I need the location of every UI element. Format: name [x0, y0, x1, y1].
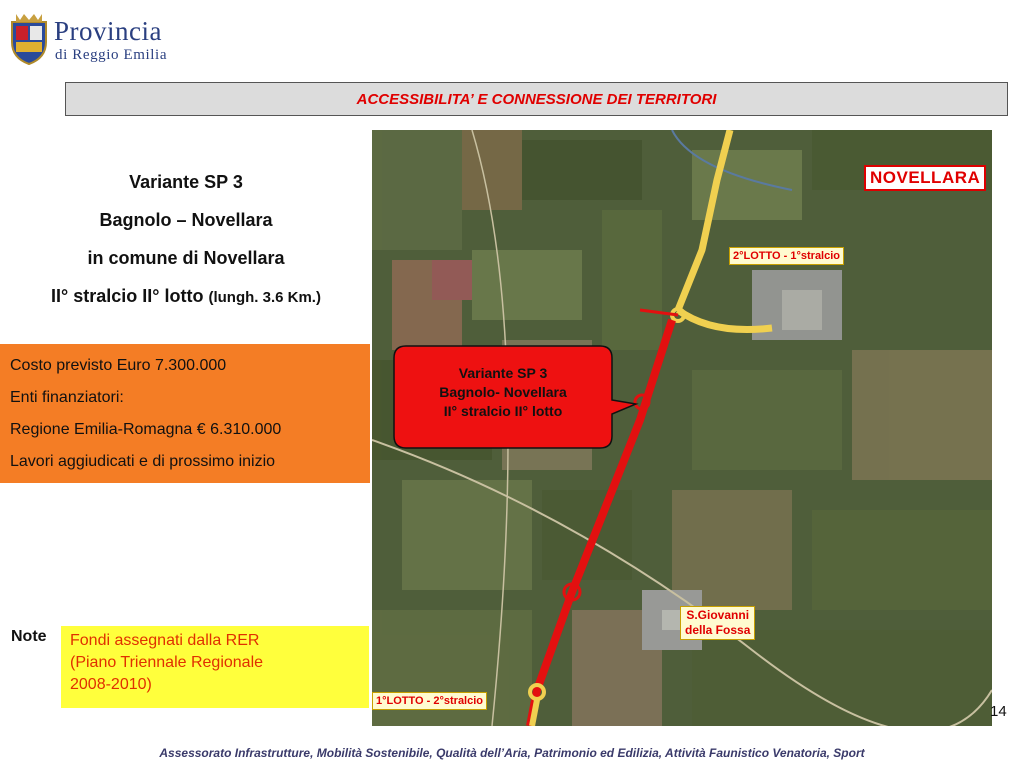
project-heading: [0, 163, 372, 317]
page-number: 14: [990, 703, 1007, 720]
heading-line4-length: (lungh. 3.6 Km.): [208, 289, 321, 306]
funders-label: Enti finanziatori:: [10, 389, 124, 406]
callout-line3: II° stralcio II° lotto: [443, 403, 563, 419]
footer-text: Assessorato Infrastrutture, Mobilità Sostenibile, Qualità dell’Aria, Patrimonio ed Edilizia, Attività Faunistico Venatoria, Sport: [159, 746, 865, 760]
sgiovanni-line1: S.Giovanni: [686, 608, 750, 622]
provincia-logo: [6, 10, 206, 70]
note-box: [61, 626, 369, 708]
route-callout: [392, 344, 614, 450]
heading-line2: Bagnolo – Novellara: [99, 210, 273, 230]
heading-line1: Variante SP 3: [129, 172, 243, 192]
map-label-lotto2: 2°LOTTO - 1°stralcio: [729, 247, 844, 265]
map-label-sgiovanni: [680, 606, 755, 640]
cost-line: Costo previsto Euro 7.300.000: [10, 357, 227, 374]
coat-of-arms-icon: [8, 12, 50, 66]
logo-name-line2: di Reggio Emilia: [55, 47, 168, 63]
cost-info-box: [0, 344, 370, 483]
note-line2: (Piano Triennale Regionale: [70, 654, 264, 671]
note-line1: Fondi assegnati dalla RER: [70, 632, 260, 649]
sgiovanni-line2: della Fossa: [685, 623, 751, 637]
heading-line4: [0, 277, 372, 317]
logo-name-line1: Provincia: [54, 16, 162, 46]
funder-line: Regione Emilia-Romagna € 6.310.000: [10, 421, 282, 438]
slide-title: ACCESSIBILITA’ E CONNESSIONE DEI TERRITORI: [356, 90, 717, 108]
callout-text: [392, 364, 614, 421]
works-status: Lavori aggiudicati e di prossimo inizio: [10, 453, 276, 470]
heading-line3: in comune di Novellara: [87, 248, 285, 268]
callout-line1: Variante SP 3: [458, 365, 548, 381]
callout-line2: Bagnolo- Novellara: [439, 384, 567, 400]
map-label-lotto1: 1°LOTTO - 2°stralcio: [372, 692, 487, 710]
slide-title-bar: [65, 82, 1008, 116]
note-line3: 2008-2010): [70, 676, 152, 693]
note-label: Note: [11, 628, 47, 645]
heading-line4-main: II° stralcio II° lotto: [51, 286, 204, 306]
map-label-novellara: NOVELLARA: [864, 165, 986, 191]
